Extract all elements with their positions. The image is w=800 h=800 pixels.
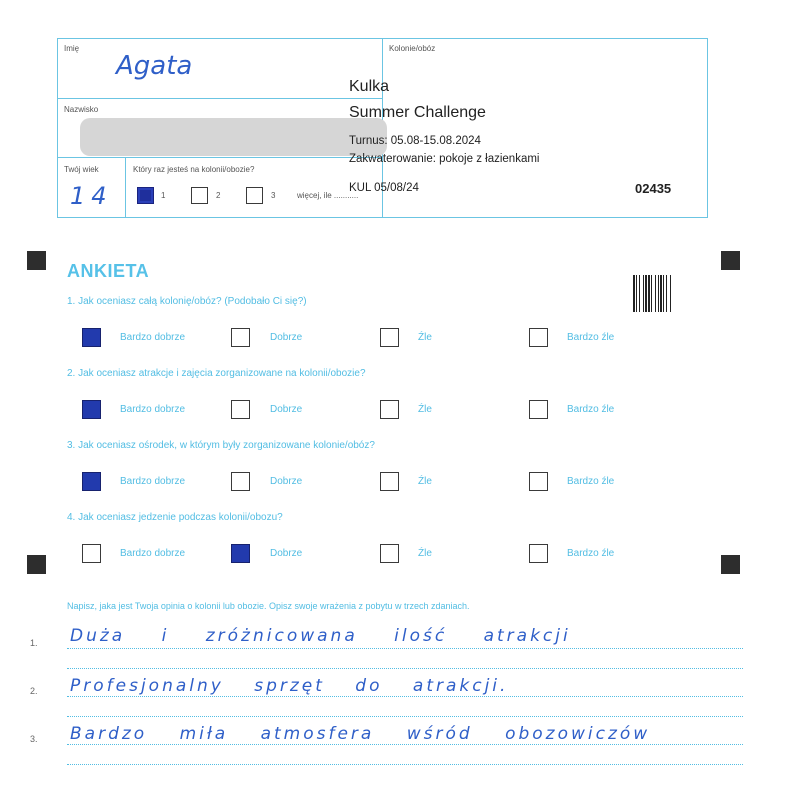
q4-option-dobrze: Dobrze [270,548,303,559]
first-name-value[interactable]: Agata [116,51,193,81]
accommodation: Zakwaterowanie: pokoje z łazienkami [349,153,540,165]
answer-line-2 [67,696,743,697]
last-name-label: Nazwisko [64,105,99,114]
q4-option-bardzo-dobrze: Bardzo dobrze [120,548,186,559]
last-name-redacted [80,118,387,156]
answer-guide-line-1 [67,668,743,669]
q3-checkbox-dobrze[interactable] [231,472,250,491]
opinion-prompt: Napisz, jaka jest Twoja opinia o kolonii lub obozie. Opisz swoje wrażenia z pobytu w trzech zdaniach. [67,601,470,611]
q4-checkbox-zle[interactable] [380,544,399,563]
q2-option-zle: Źle [418,404,432,415]
answer-line-3 [67,744,743,745]
q2-option-bardzo-dobrze: Bardzo dobrze [120,404,186,415]
which-time-option-2: 2 [216,191,221,200]
q2-checkbox-dobrze[interactable] [231,400,250,419]
answer-guide-line-2 [67,716,743,717]
q4-option-zle: Źle [418,548,432,559]
age-value[interactable]: 14 [70,182,113,210]
registration-marker-top-right [721,251,740,270]
q3-checkbox-zle[interactable] [380,472,399,491]
q1-checkbox-bardzo-dobrze[interactable] [82,328,101,347]
answer-line-1 [67,648,743,649]
q1-option-bardzo-dobrze: Bardzo dobrze [120,332,186,343]
q1-checkbox-dobrze[interactable] [231,328,250,347]
q2-checkbox-bardzo-zle[interactable] [529,400,548,419]
registration-marker-top-left [27,251,46,270]
q2-checkbox-bardzo-dobrze[interactable] [82,400,101,419]
question-3: 3. Jak oceniasz ośrodek, w którym były zorganizowane kolonie/obóz? [67,440,375,451]
survey-title: ANKIETA [67,261,150,281]
camp-code: KUL 05/08/24 [349,182,419,194]
camp-label: Kolonie/obóz [389,44,436,53]
which-time-option-more: więcej, ile ........... [297,191,359,200]
registration-marker-bottom-left [27,555,46,574]
q1-checkbox-zle[interactable] [380,328,399,347]
q2-option-bardzo-zle: Bardzo źle [567,404,615,415]
question-4: 4. Jak oceniasz jedzenie podczas kolonii/obozu? [67,512,283,523]
q1-option-dobrze: Dobrze [270,332,303,343]
registration-marker-bottom-right [721,555,740,574]
q1-option-bardzo-zle: Bardzo źle [567,332,615,343]
turnus-dates: Turnus: 05.08-15.08.2024 [349,135,481,147]
opinion-answer-1[interactable]: Duża i zróżnicowana ilość atrakcji [70,626,571,646]
q3-option-zle: Źle [418,476,432,487]
camp-name-line1: Kulka [349,78,390,95]
question-2: 2. Jak oceniasz atrakcje i zajęcia zorganizowane na kolonii/obozie? [67,368,366,379]
q4-checkbox-dobrze[interactable] [231,544,250,563]
q1-checkbox-bardzo-zle[interactable] [529,328,548,347]
q3-option-bardzo-zle: Bardzo źle [567,476,615,487]
form-number: 02435 [635,181,672,196]
q1-option-zle: Źle [418,332,432,343]
which-time-checkbox-2[interactable] [191,187,208,204]
opinion-answer-3[interactable]: Bardzo miła atmosfera wśród obozowiczów [70,724,651,744]
which-time-option-3: 3 [271,191,276,200]
q4-option-bardzo-zle: Bardzo źle [567,548,615,559]
q3-checkbox-bardzo-zle[interactable] [529,472,548,491]
which-time-checkbox-1[interactable] [137,187,154,204]
q3-option-bardzo-dobrze: Bardzo dobrze [120,476,186,487]
line-number-1: 1. [30,638,38,648]
q3-checkbox-bardzo-dobrze[interactable] [82,472,101,491]
first-name-label: Imię [64,44,80,53]
q4-checkbox-bardzo-zle[interactable] [529,544,548,563]
barcode [633,275,688,312]
line-number-3: 3. [30,734,38,744]
camp-name-line2: Summer Challenge [349,104,486,121]
which-time-label: Który raz jesteś na kolonii/obozie? [133,165,255,174]
q2-option-dobrze: Dobrze [270,404,303,415]
q2-checkbox-zle[interactable] [380,400,399,419]
which-time-checkbox-3[interactable] [246,187,263,204]
opinion-answer-2[interactable]: Profesjonalny sprzęt do atrakcji. [70,676,509,696]
question-1: 1. Jak oceniasz całą kolonię/obóz? (Podobało Ci się?) [67,296,307,307]
answer-guide-line-3 [67,764,743,765]
which-time-option-1: 1 [161,191,166,200]
q3-option-dobrze: Dobrze [270,476,303,487]
age-label: Twój wiek [64,165,99,174]
line-number-2: 2. [30,686,38,696]
q4-checkbox-bardzo-dobrze[interactable] [82,544,101,563]
